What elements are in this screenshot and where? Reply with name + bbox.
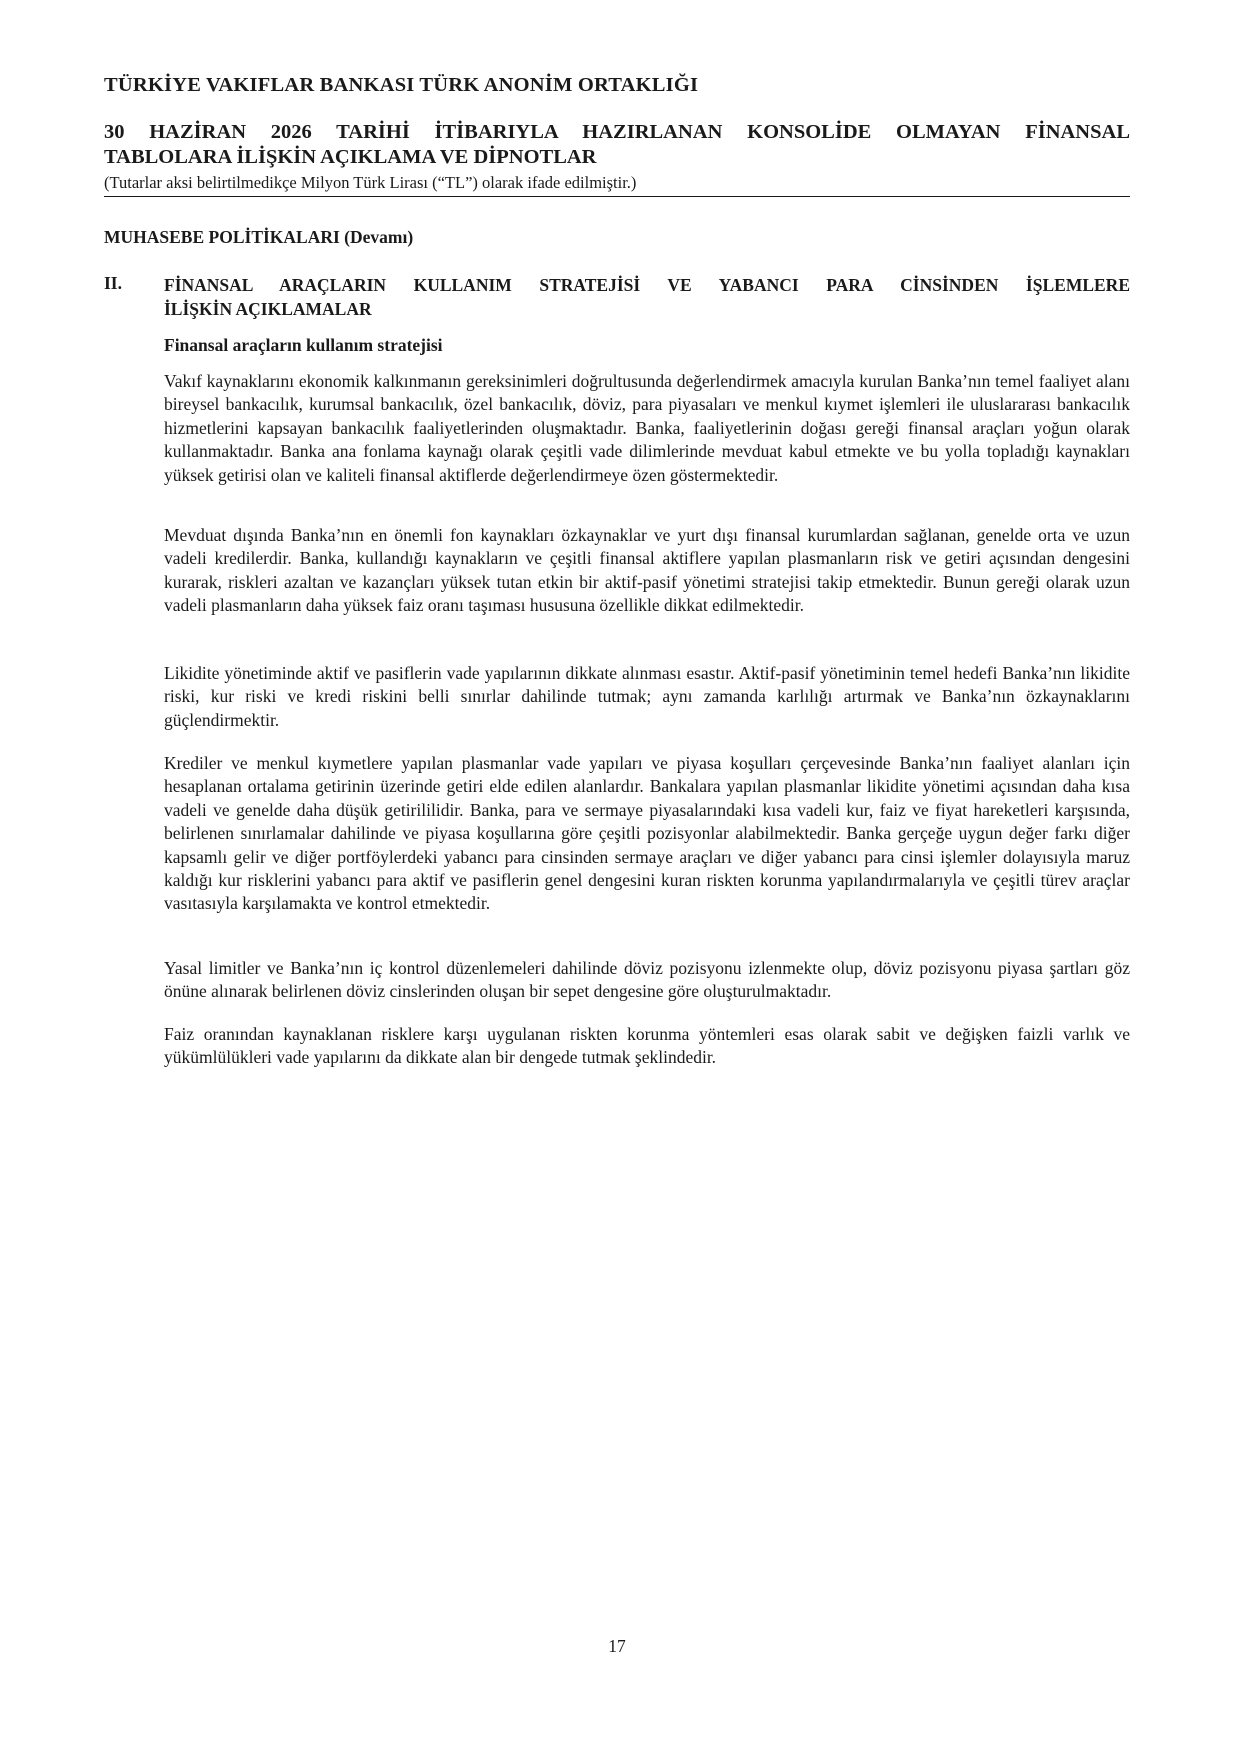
report-title-line-1: 30 HAZİRAN 2026 TARİHİ İTİBARIYLA HAZIRLANAN KONSOLİDE OLMAYAN FİNANSAL [104, 121, 1130, 143]
header-divider [104, 196, 1130, 197]
bank-name: TÜRKİYE VAKIFLAR BANKASI TÜRK ANONİM ORTAKLIĞI [104, 74, 699, 96]
currency-note: (Tutarlar aksi belirtilmedikçe Milyon Türk Lirası (“TL”) olarak ifade edilmiştir.) [104, 173, 637, 192]
subsection-title-line-1: FİNANSAL ARAÇLARIN KULLANIM STRATEJİSİ VE YABANCI PARA CİNSİNDEN İŞLEMLERE [164, 275, 1130, 295]
document-page [104, 0, 1130, 1755]
paragraph-block [164, 752, 1130, 916]
paragraph-block [164, 370, 1130, 487]
report-title-line-2: TABLOLARA İLİŞKİN AÇIKLAMA VE DİPNOTLAR [104, 146, 597, 168]
body-paragraph: Faiz oranından kaynaklanan risklere karşı uygulanan riskten korunma yöntemleri esas olarak sabit ve değişken faizli varlık ve yükümlülükleri vade yapılarını da dikkate alan bir dengede tutmak şeklindedir. [164, 1024, 1130, 1068]
body-paragraph: Mevduat dışında Banka’nın en önemli fon kaynakları özkaynaklar ve yurt dışı finansal kurumlardan sağlanan, genelde orta ve uzun vadeli kredilerdir. Banka, kullandığı kaynakların ve çeşitli finansal aktiflere yapılan plasmanların risk ve getiri açısından dengesini kurarak, riskleri azaltan ve kazançları yüksek tutan etkin bir aktif-pasif yönetimi stratejisi takip etmektedir. Bunun gereği olarak uzun vadeli plasmanların daha yüksek faiz oranı taşıması hususuna özellikle dikkat edilmektedir. [164, 525, 1130, 616]
subsection-heading: Finansal araçların kullanım stratejisi [164, 335, 443, 355]
body-paragraph: Likidite yönetiminde aktif ve pasiflerin vade yapılarının dikkate alınması esastır. Aktif-pasif yönetiminin temel hedefi Banka’nın likidite riski, kur riski ve kredi riskini belli sınırlar dahilinde tutmak; aynı zamanda karlılığı artırmak ve Banka’nın özkaynaklarını güçlendirmektir. [164, 663, 1130, 730]
subsection-number: II. [104, 273, 122, 293]
body-paragraph: Yasal limitler ve Banka’nın iç kontrol düzenlemeleri dahilinde döviz pozisyonu izlenmekte olup, döviz pozisyonu piyasa şartları göz önüne alınarak belirlenen döviz cinslerinden oluşan bir sepet dengesine göre oluşturulmaktadır. [164, 958, 1130, 1002]
body-paragraph: Krediler ve menkul kıymetlere yapılan plasmanlar vade yapıları ve piyasa koşulları çerçevesinde Banka’nın faaliyet alanları için hesaplanan ortalama getirinin üzerinde getiri elde edilen alanlardır. Bankalara yapılan plasmanlar likidite yönetimi açısından daha kısa vadeli ve genelde daha düşük getirililidir. Banka, para ve sermaye piyasalarındaki kısa vadeli kur, faiz ve fiyat hareketleri karşısında, belirlenen sınırlamalar dahilinde ve piyasa koşullarına göre çeşitli pozisyonlar alabilmektedir. Banka gerçeğe uygun değer farkı diğer kapsamlı gelir ve diğer portföylerdeki yabancı para cinsinden sermaye araçları ve diğer yabancı para cinsi işlemler dolayısıyla maruz kaldığı kur risklerini yabancı para aktif ve pasiflerin genel dengesini kuran riskten korunma yapılandırmalarıyla ve çeşitli türev araçlar vasıtasıyla karşılamakta ve kontrol etmektedir. [164, 753, 1130, 914]
paragraph-block [164, 524, 1130, 618]
report-title [104, 120, 1130, 170]
paragraph-block [164, 662, 1130, 732]
body-paragraph: Vakıf kaynaklarını ekonomik kalkınmanın gereksinimleri doğrultusunda değerlendirmek amacıyla kurulan Banka’nın temel faaliyet alanı bireysel bankacılık, kurumsal bankacılık, özel bankacılık, döviz, para piyasaları ve menkul kıymet işlemleri ile uluslararası bankacılık hizmetlerini kapsayan bankacılık faaliyetlerinden oluşmaktadır. Banka, faaliyetlerinin doğası gereği finansal araçları yoğun olarak kullanmaktadır. Banka ana fonlama kaynağı olarak çeşitli vade dilimlerinde mevduat kabul etmekte ve bu yolla topladığı kaynakları yüksek getirisi olan ve kaliteli finansal aktiflerde değerlendirmeye özen göstermektedir. [164, 371, 1130, 485]
paragraph-block [164, 1023, 1130, 1070]
subsection-title-line-2: İLİŞKİN AÇIKLAMALAR [164, 299, 372, 319]
page-number: 17 [608, 1636, 626, 1656]
paragraph-block [164, 957, 1130, 1004]
section-title: MUHASEBE POLİTİKALARI (Devamı) [104, 227, 414, 247]
subsection-title [164, 273, 1130, 321]
